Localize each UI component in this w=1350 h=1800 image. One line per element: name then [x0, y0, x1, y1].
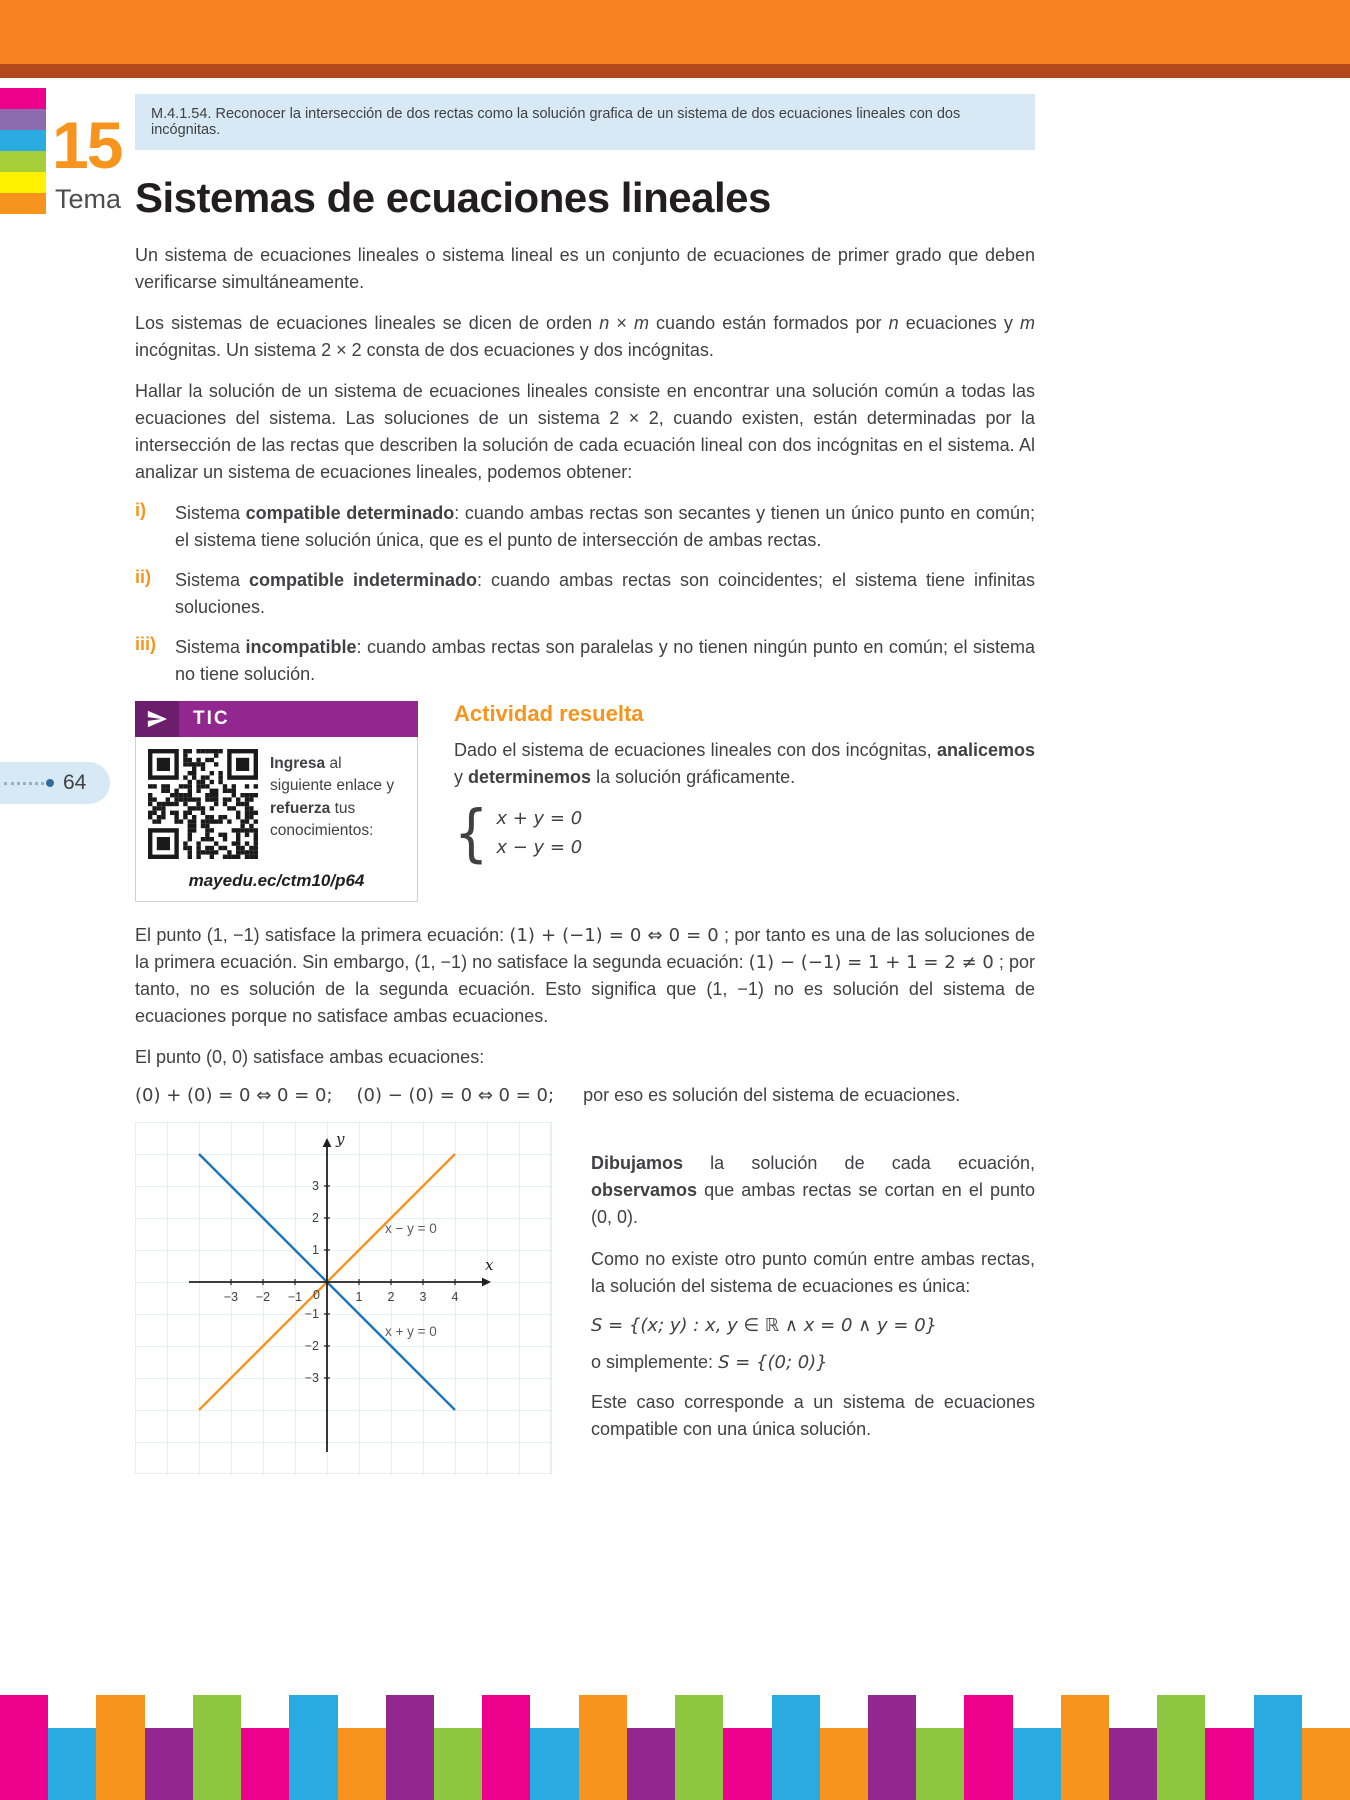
tema-label: Tema — [55, 184, 122, 214]
text-segment: ; por tanto, no es solución de la segunda ecuación. Esto significa que (1, −1) no es solución del sistema de ecuaciones porque no satisface ambas ecuaciones. — [135, 952, 1035, 1026]
page-title: Sistemas de ecuaciones lineales — [135, 174, 771, 221]
tic-title: TIC — [193, 708, 230, 729]
text-segment: Sistema — [175, 503, 246, 523]
list-marker: i) — [135, 500, 146, 520]
footer-bar — [1302, 1728, 1350, 1800]
tic-text — [270, 749, 405, 859]
y-tick-label: 1 — [312, 1243, 319, 1257]
tic-body — [135, 737, 418, 902]
text-segment: El punto (1, −1) satisface la primera ecuación: — [135, 925, 510, 945]
activity-heading: Actividad resuelta — [454, 701, 644, 726]
list-item — [135, 500, 1035, 554]
system-types-list — [135, 500, 1035, 688]
text-segment: o simplemente: — [591, 1352, 719, 1372]
footer-bar — [868, 1695, 916, 1800]
text-segment: : cuando ambas rectas son paralelas y no tienen ningún punto en común; el sistema no tiene solución. — [175, 637, 1035, 684]
footer-bar — [916, 1728, 964, 1800]
footer-bar — [193, 1695, 241, 1800]
paper-plane-icon — [135, 701, 179, 737]
y-tick-label: −2 — [304, 1339, 319, 1353]
origin-label: 0 — [313, 1288, 320, 1302]
y-tick-label: 3 — [312, 1179, 319, 1193]
footer-bar — [1157, 1695, 1205, 1800]
footer-decoration — [0, 1695, 1350, 1800]
inline-equation: (1) + (−1) = 0 ⇔ 0 = 0 — [509, 925, 719, 946]
bold-term: refuerza — [270, 799, 331, 817]
tema-color-square — [0, 172, 46, 193]
header-band-accent — [0, 64, 1350, 78]
system-brace: { — [454, 796, 489, 870]
text-segment: incógnitas. Un sistema 2 × 2 consta de dos ecuaciones y dos incógnitas. — [135, 340, 714, 360]
analysis-paragraph — [135, 922, 1035, 1030]
line-label-x-minus-y: x − y = 0 — [385, 1221, 437, 1236]
list-text — [175, 567, 1035, 621]
text-segment: la solución de cada ecuación, — [683, 1153, 1035, 1173]
footer-bar — [0, 1695, 48, 1800]
verification-line — [135, 1085, 1035, 1106]
tema-color-square — [0, 151, 46, 172]
bold-term: compatible indeterminado — [249, 570, 478, 590]
text-segment: Sistema — [175, 637, 246, 657]
inline-equation: (0) + (0) = 0 ⇔ 0 = 0; — [135, 1085, 333, 1106]
list-item — [135, 634, 1035, 688]
equation-1: x + y = 0 — [496, 808, 583, 829]
text-segment: la solución gráficamente. — [591, 767, 796, 787]
graph-svg — [135, 1122, 555, 1474]
inline-equation: (0) − (0) = 0 ⇔ 0 = 0; — [356, 1085, 555, 1106]
page-number: 64 — [63, 771, 87, 794]
text-segment: ecuaciones y — [898, 313, 1020, 333]
footer-bar — [1013, 1728, 1061, 1800]
y-tick-label: −1 — [304, 1307, 319, 1321]
bold-term: analicemos — [936, 740, 1035, 760]
footer-bar — [289, 1695, 337, 1800]
solution-set-notation: S = {(x; y) : x, y ∈ ℝ ∧ x = 0 ∧ y = 0} — [591, 1315, 938, 1336]
list-marker: iii) — [135, 634, 156, 654]
standard-banner: M.4.1.54. Reconocer la intersección de dos rectas como la solución grafica de un sistema de dos ecuaciones lineales con dos incógnitas. — [135, 94, 1035, 150]
footer-bar — [386, 1695, 434, 1800]
footer-bar — [1205, 1728, 1253, 1800]
x-tick-label: 3 — [419, 1290, 427, 1304]
y-tick-label: 2 — [312, 1211, 319, 1225]
discussion-column — [591, 1122, 1035, 1479]
footer-bar — [1109, 1728, 1157, 1800]
text-segment: Los sistemas de ecuaciones lineales se dicen de orden — [135, 313, 600, 333]
activity-intro — [454, 737, 1035, 791]
point-zero-paragraph: El punto (0, 0) satisface ambas ecuaciones: — [135, 1047, 485, 1067]
y-axis-label: y — [336, 1130, 345, 1148]
text-segment: al siguiente enlace y — [270, 755, 395, 795]
bold-term: incompatible — [245, 637, 357, 657]
footer-bar — [96, 1695, 144, 1800]
text-segment: Dado el sistema de ecuaciones lineales con dos incógnitas, — [454, 740, 937, 760]
inline-equation: (1) − (−1) = 1 + 1 = 2 ≠ 0 — [748, 952, 994, 973]
x-tick-label: −2 — [255, 1290, 271, 1304]
list-item — [135, 567, 1035, 621]
equation-system — [454, 796, 1035, 870]
graph-discussion-row — [135, 1122, 1035, 1479]
equation-2: x − y = 0 — [496, 836, 583, 858]
text-segment: que ambas rectas se cortan en el punto (0, 0). — [591, 1180, 1035, 1227]
tema-color-square — [0, 88, 46, 109]
footer-bar — [482, 1695, 530, 1800]
discussion-paragraph-2: Como no existe otro punto común entre ambas rectas, la solución del sistema de ecuaciones es única: — [591, 1249, 1035, 1296]
text-segment: cuando están formados por — [648, 313, 889, 333]
math-variable: n — [888, 313, 899, 333]
text-segment: tus conocimientos: — [270, 799, 374, 840]
footer-bar — [145, 1728, 193, 1800]
x-tick-label: 4 — [451, 1290, 459, 1304]
footer-bar — [723, 1728, 771, 1800]
x-tick-label: −3 — [223, 1290, 239, 1304]
bold-term: Ingresa — [270, 755, 326, 772]
inline-equation: S = {(0; 0)} — [718, 1352, 828, 1373]
footer-bar — [1061, 1695, 1109, 1800]
bold-term: determinemos — [468, 767, 592, 787]
footer-bar — [579, 1695, 627, 1800]
text-segment: × — [609, 313, 634, 333]
footer-bar — [627, 1728, 675, 1800]
tic-content — [148, 749, 405, 859]
intro-paragraph-3: Hallar la solución de un sistema de ecuaciones lineales consiste en encontrar una solución común a todas las ecuaciones del sistema. Las soluciones de un sistema 2 × 2, cuando existen, están determinadas por la intersección de las rectas que describen la solución de cada ecuación lineal con dos incógnitas en el sistema. Al analizar un sistema de ecuaciones lineales, podemos obtener: — [135, 381, 1035, 482]
tema-color-square — [0, 193, 46, 214]
text-segment: ; por tanto es una de las soluciones de la primera ecuación. Sin embargo, (1, −1) no satisface la segunda ecuación: — [135, 925, 1035, 972]
line-label-x-plus-y: x + y = 0 — [385, 1324, 437, 1339]
discussion-paragraph-4: Este caso corresponde a un sistema de ecuaciones compatible con una única solución. — [591, 1392, 1035, 1439]
footer-bar — [1254, 1695, 1302, 1800]
list-marker: ii) — [135, 567, 151, 587]
x-tick-label: −1 — [287, 1290, 303, 1304]
footer-bar — [241, 1728, 289, 1800]
footer-bar — [675, 1695, 723, 1800]
intro-paragraph-1: Un sistema de ecuaciones lineales o sistema lineal es un conjunto de ecuaciones de primer grado que deben verificarse simultáneamente. — [135, 245, 1035, 292]
math-variable: n — [599, 313, 610, 333]
page-number-tab — [0, 762, 110, 804]
text-segment: Sistema — [175, 570, 249, 590]
tema-color-squares — [0, 88, 46, 214]
discussion-paragraph-1 — [591, 1150, 1035, 1231]
text-segment: : cuando ambas rectas son secantes y tienen un único punto en común; el sistema tiene solución única, que es el punto de intersección de ambas rectas. — [175, 503, 1035, 550]
list-text — [175, 634, 1035, 688]
footer-bar — [530, 1728, 578, 1800]
system-equations — [496, 805, 582, 863]
qr-code — [148, 749, 258, 859]
x-axis-label: x — [485, 1256, 494, 1274]
math-variable: m — [1020, 313, 1035, 333]
footer-bar — [820, 1728, 868, 1800]
tic-activity-row — [135, 701, 1035, 902]
y-tick-label: −3 — [304, 1371, 319, 1385]
activity-section — [454, 701, 1035, 902]
bold-term: observamos — [591, 1180, 698, 1200]
footer-bar — [338, 1728, 386, 1800]
tic-link[interactable]: mayedu.ec/ctm10/p64 — [188, 871, 365, 890]
tic-box — [135, 701, 418, 902]
text-segment: por eso es solución del sistema de ecuaciones. — [578, 1085, 961, 1105]
math-variable: m — [633, 313, 649, 333]
leader-dot — [46, 779, 54, 787]
footer-bar — [772, 1695, 820, 1800]
coordinate-graph — [135, 1122, 555, 1479]
footer-bar — [964, 1695, 1012, 1800]
header-band — [0, 0, 1350, 64]
intro-paragraph-2 — [135, 310, 1035, 364]
x-tick-label: 1 — [355, 1290, 363, 1304]
tema-color-square — [0, 109, 46, 130]
tema-block — [0, 88, 132, 248]
footer-bar — [48, 1728, 96, 1800]
list-text — [175, 500, 1035, 554]
main-content — [135, 94, 1035, 1479]
footer-bar — [434, 1728, 482, 1800]
tema-color-square — [0, 130, 46, 151]
text-segment: y — [454, 767, 469, 787]
tema-number: 15 — [52, 108, 122, 182]
bold-term: Dibujamos — [591, 1153, 684, 1173]
bold-term: compatible determinado — [245, 503, 455, 523]
tic-header — [135, 701, 418, 737]
dotted-leader — [4, 782, 44, 785]
x-tick-label: 2 — [387, 1290, 395, 1304]
text-segment: : cuando ambas rectas son coincidentes; el sistema tiene infinitas soluciones. — [175, 570, 1036, 617]
simplified-solution — [591, 1352, 1035, 1373]
